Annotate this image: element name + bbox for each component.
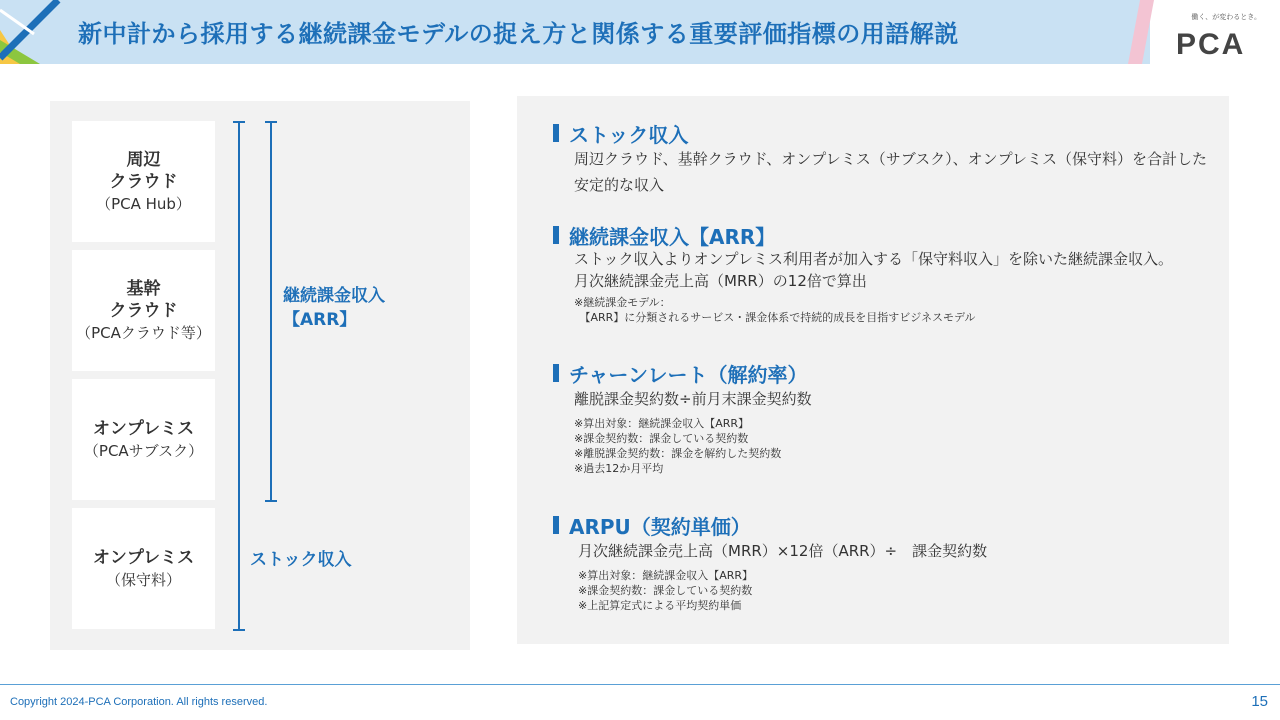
section-body: 周辺クラウド、基幹クラウド、オンプレミス（サブスク）、オンプレミス（保守料）を合計した 安定的な収入 xyxy=(574,150,1208,194)
section-notes: ※算出対象：継続課金収入【ARR】 ※課金契約数：課金している契約数 ※離脱課金契約数：課金を解約した契約数 ※過去12か月平均 xyxy=(574,417,782,475)
glossary-churn-rate xyxy=(553,360,1223,476)
logo-tagline: 働く、が変わるとき。 xyxy=(1191,13,1261,21)
copyright-text: Copyright 2024-PCA Corporation. All rights reserved. xyxy=(10,696,268,708)
section-notes: ※継続課金モデル： 【ARR】に分類されるサービス・課金体系で持続的成長を目指すビジネスモデル xyxy=(574,296,976,324)
corner-decoration xyxy=(0,0,70,64)
title-bar xyxy=(0,0,1150,64)
section-body: 離脱課金契約数÷前月末課金契約数 xyxy=(574,390,812,408)
heading-marker xyxy=(553,516,559,534)
stock-bracket xyxy=(233,121,245,631)
glossary-panel xyxy=(517,96,1229,644)
heading-marker xyxy=(553,124,559,142)
section-body: 月次継続課金売上高（MRR）×12倍（ARR）÷ 課金契約数 xyxy=(578,542,988,560)
stock-label: ストック収入 xyxy=(250,550,352,570)
glossary-arpu xyxy=(553,512,1223,613)
box-sub-label: （保守料） xyxy=(105,570,181,589)
box-sub-label: （PCA Hub） xyxy=(96,194,191,213)
box-main-label: オンプレミス xyxy=(92,418,195,439)
box-sub-label: （PCAサブスク） xyxy=(83,441,204,460)
section-heading: 継続課金収入【ARR】 xyxy=(569,224,776,249)
box-onpremise-maintenance xyxy=(72,508,215,629)
revenue-structure-panel xyxy=(50,101,470,650)
section-heading: ストック収入 xyxy=(569,122,689,147)
logo-wordmark: PCA xyxy=(1176,28,1246,61)
box-main-label: オンプレミス xyxy=(92,547,195,568)
company-logo xyxy=(1172,6,1267,62)
section-notes: ※算出対象：継続課金収入【ARR】 ※課金契約数：課金している契約数 ※上記算定式による平均契約単価 xyxy=(578,569,754,612)
section-heading: チャーンレート（解約率） xyxy=(569,362,808,387)
glossary-stock-revenue xyxy=(553,120,1223,198)
accent-strip xyxy=(1128,0,1154,64)
section-heading: ARPU（契約単価） xyxy=(569,514,751,539)
glossary-arr xyxy=(553,222,1223,325)
arr-bracket xyxy=(265,121,277,502)
heading-marker xyxy=(553,364,559,382)
heading-marker xyxy=(553,226,559,244)
box-core-cloud xyxy=(72,250,215,371)
page-title: 新中計から採用する継続課金モデルの捉え方と関係する重要評価指標の用語解説 xyxy=(78,20,959,48)
box-main-label: 基幹 クラウド xyxy=(109,278,178,321)
page-number: 15 xyxy=(1251,693,1268,710)
arr-label: 継続課金収入 【ARR】 xyxy=(283,286,385,330)
section-body: ストック収入よりオンプレミス利用者が加入する「保守料収入」を除いた継続課金収入。 月次継続課金売上高（MRR）の12倍で算出 xyxy=(574,250,1173,290)
box-peripheral-cloud xyxy=(72,121,215,242)
footer-divider xyxy=(0,684,1280,685)
box-main-label: 周辺 クラウド xyxy=(109,149,178,192)
box-onpremise-subscription xyxy=(72,379,215,500)
box-sub-label: （PCAクラウド等） xyxy=(76,323,211,342)
